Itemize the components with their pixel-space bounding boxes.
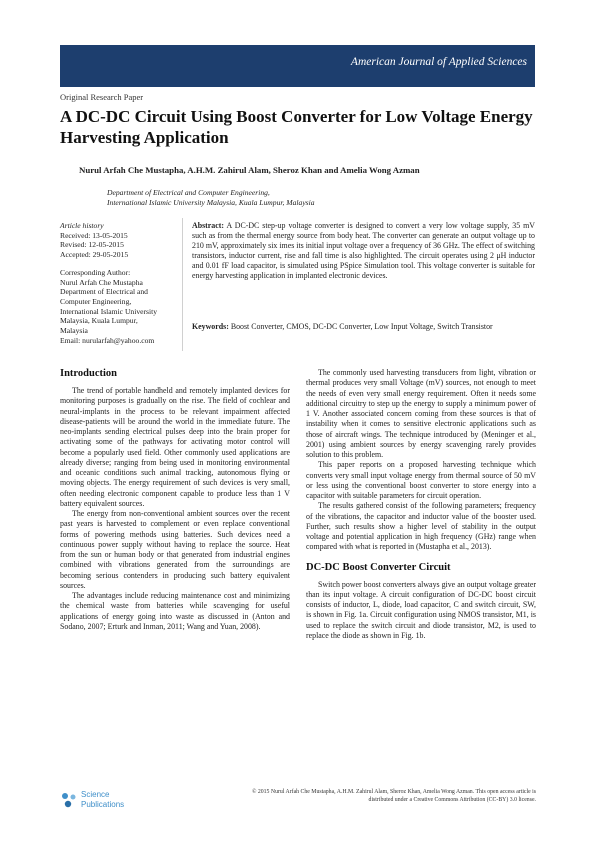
article-sidebar <box>60 221 208 345</box>
publisher-logo <box>60 789 140 813</box>
abstract <box>192 221 535 282</box>
history-heading: Article history <box>60 221 104 230</box>
column-divider <box>182 218 183 351</box>
keywords-text: Boost Converter, CMOS, DC-DC Converter, Low Input Voltage, Switch Transistor <box>230 322 493 331</box>
logo-text-publications: Publications <box>81 800 125 809</box>
paper-type: Original Research Paper <box>60 92 144 102</box>
journal-banner <box>60 45 535 87</box>
affiliation-line-2: International Islamic University Malaysia, Kuala Lumpur, Malaysia <box>107 198 315 207</box>
corresponding-email[interactable]: Email: nurularfah@yahoo.com <box>60 335 155 345</box>
abstract-label: Abstract: <box>192 221 224 230</box>
author-list: Nurul Arfah Che Mustapha, A.H.M. Zahirul Alam, Sheroz Khan and Amelia Wong Azman <box>79 165 420 175</box>
corresponding-line: International Islamic University <box>60 306 158 316</box>
corresponding-line: Malaysia, Kuala Lumpur, <box>60 316 138 326</box>
license-footer <box>188 789 536 804</box>
introduction-heading: Introduction <box>60 368 117 379</box>
science-logo-icon <box>60 791 78 809</box>
journal-title: American Journal of Applied Sciences <box>350 56 527 68</box>
corresponding-line: Computer Engineering, <box>60 296 132 306</box>
right-column <box>306 368 536 641</box>
body-paragraph: Switch power boost converters always give an output voltage greater than its input voltage. A circuit configuration of DC-DC boost circuit consists of inductor, L, diode, load capacitor, C and switch circuit, SW, is shown in Fig. 1a. Circuit configuration using NMOS transistor, M1, is used to replace the switch circuit and diode transistor, M2, is used to replace the diode as shown in Fig. 1b. <box>306 579 536 640</box>
keywords <box>192 322 535 332</box>
body-paragraph: The advantages include reducing maintenance cost and minimizing the chemical waste from batteries while scavenging for useful applications of energy going into waste as discussed in (Anton and Sodano, 2007; Erturk and Inman, 2011; Wang and Yuan, 2008). <box>60 591 290 631</box>
left-column <box>60 368 290 632</box>
received-date: Received: 13-05-2015 <box>60 230 128 240</box>
abstract-text: A DC-DC step-up voltage converter is designed to convert a very low voltage supply, 35 mV such as from the thermal energy source from body heat. The converter can generate an output voltage up to 210 mV, approximately six imes its initial input voltage over a frequency of 36 GHz. The effect of switching transistors, inductor current, rise and fall time is also highlighted. The circuit operates using 2 μH inductor and 0.01 fF load capacitor, is simulated using PSpice Simulation tool. This voltage converter is suitable for energy harvesting application in implanted electronic devices. <box>192 221 535 281</box>
corresponding-line: Nurul Arfah Che Mustapha <box>60 277 143 287</box>
body-paragraph: The energy from non-conventional ambient sources over the recent past years is harvested to complement or even replace conventional forms of powering methods using batteries. Such devices need a continuous power supply without having to replace the source. Heat from the sun or human body or that generated from industrial engines combined with vibrations generated from the surroundings are becoming serious contenders in producing such battery equivalent sources. <box>60 509 290 590</box>
accepted-date: Accepted: 29-05-2015 <box>60 250 129 260</box>
footer-line-2: distributed under a Creative Commons Attribution (CC-BY) 3.0 license. <box>368 796 536 803</box>
revised-date: Revised: 12-05-2015 <box>60 240 124 250</box>
body-paragraph: The commonly used harvesting transducers from light, vibration or thermal produces very small Voltage (mV) sources, not enough to meet the needs of even very small energy requirement. Often it needs some additional circuitry to step up the energy to supply a minimum power of 1 V. Another associated concern coming from these sources is that of instability when it comes to sensitive electronic applications such as those of aircraft wings. The technique introduced by (Meninger et al., 2001) using ambient sources by energy scavenging rarely provides solution to this problem. <box>306 368 536 459</box>
body-paragraph: The trend of portable handheld and remotely implanted devices for monitoring purposes is gradually on the rise. The field of cochlear and neural-implants in the process to be relevant impairment affected disease-patients will be around the world in the immediate future. The neo-implants sending electrical pulses deep into the brain proper for activating some of the pathways for activating motor control will become a popularly used field. Other commonly used applications are already diverse; ranging from being used in monitoring environmental and oceanic conditions such animal tracking, autonomous flying or moving objects. The energy requirement of such devices is very small, often needing electronic component capable to produce less than 1 V battery equivalent sources. <box>60 386 290 508</box>
affiliation <box>107 188 527 208</box>
body-paragraph: This paper reports on a proposed harvesting technique which converts very small input voltage energy from thermal source of 50 mV or less using the conventional boost converter to store energy into a capacitor with suitable parameters for circuit operation. <box>306 460 536 500</box>
corresponding-heading: Corresponding Author: <box>60 267 131 277</box>
keywords-label: Keywords: <box>192 322 229 331</box>
corresponding-line: Malaysia <box>60 326 88 336</box>
paper-title: A DC-DC Circuit Using Boost Converter for Low Voltage Energy Harvesting Application <box>60 107 533 147</box>
corresponding-line: Department of Electrical and <box>60 287 148 297</box>
body-paragraph: The results gathered consist of the following parameters; frequency of the vibrations, the capacitor and inductor value of the booster used. Further, such results show a higher level of stability in the output voltage and potential application in high frequency (GHz) range when compared with what is reported in (Mustapha et al., 2013). <box>306 501 536 552</box>
logo-text-science: Science <box>81 790 110 799</box>
section-heading: DC-DC Boost Converter Circuit <box>306 561 451 573</box>
affiliation-line-1: Department of Electrical and Computer Engineering, <box>107 188 270 197</box>
footer-line-1: © 2015 Nurul Arfah Che Mustapha, A.H.M. Zahirul Alam, Sheroz Khan, Amelia Wong Azman. This open access article is <box>251 789 536 795</box>
